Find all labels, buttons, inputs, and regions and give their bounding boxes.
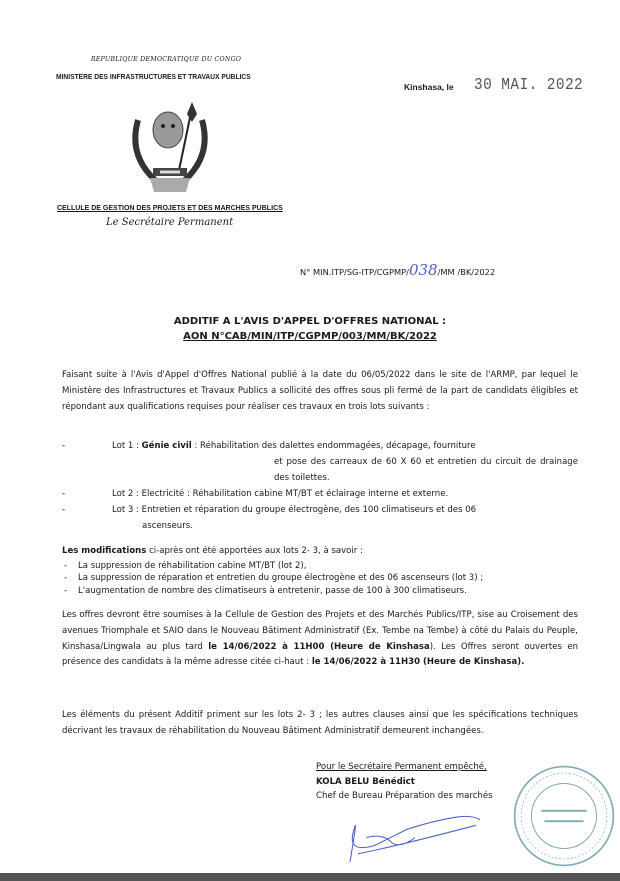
closing-paragraph: Les éléments du présent Additif priment sur les lots 2- 3 ; les autres clauses ainsi que les spécifications techniques décrivant les travaux de réhabilitation du Nouveau Bâtiment Administratif demeurent inchangées. [62, 710, 578, 736]
submission-paragraph: Les offres devront être soumises à la Cellule de Gestion des Projets et des Marchés Publics/ITP, sise au Croisement des avenues Triomphale et SAIO dans le Nouveau Bâtiment Administratif (Ex. Tembe na Tembe) à côté du Palais du Peuple, Kinshasa/Lingwala au plus tard le 14/06/2022 à 11H00 (Heure de Kinshasa). Les Offres seront ouvertes en présence des candidats à la même adresse citée ci-haut : le 14/06/2022 à 11H30 (Heure de Kinshasa). [62, 610, 578, 668]
cell-name: CELLULE DE GESTION DES PROJETS ET DES MARCHES PUBLICS [57, 203, 283, 212]
handwritten-signature [330, 805, 500, 870]
document-title: ADDITIF A L'AVIS D'APPEL D'OFFRES NATIONAL : [173, 316, 447, 327]
list-item: - Lot 3 : Entretien et réparation du groupe électrogène, des 100 climatiseurs et des 06 ascenseurs. [62, 505, 477, 531]
list-item: - La suppression de réhabilitation cabine MT/BT (lot 2), [64, 560, 307, 571]
reference-number [300, 261, 495, 279]
modifications-section: Les modifications ci-après ont été apportées aux lots 2- 3, à savoir : - La suppression de réhabilitation cabine MT/BT (lot 2), - La suppression de réparation et entretien du groupe électrogène et des 06 ascenseurs (lot 3) ; - L'augmentation de nombre des climatiseurs à entretenir, passe de 100 à 300 climatiseurs. [62, 545, 578, 597]
list-item: - Lot 1 : Génie civil : Réhabilitation des dalettes endommagées, décapage, fourniture et pose des carreaux de 60 X 60 et entretien du circuit de drainage des toilettes. [62, 441, 578, 483]
signatory-role: Chef de Bureau Préparation des marchés [316, 791, 493, 801]
date-stamp: 30 MAI. 2022 [474, 76, 584, 95]
list-item: - La suppression de réparation et entretien du groupe électrogène et des 06 ascenseurs (lot 3) ; [64, 573, 484, 583]
signatory-for: Pour le Secrétaire Permanent empêché, [316, 762, 487, 772]
list-item: - L'augmentation de nombre des climatiseurs à entretenir, passe de 100 à 300 climatiseurs. [64, 585, 467, 596]
office-title: Le Secrétaire Permanent [106, 217, 234, 228]
ministry-name: MINISTERE DES INFRASTRUCTURES ET TRAVAUX PUBLICS [56, 72, 251, 81]
coat-of-arms-emblem [120, 100, 220, 195]
ref-handwritten-number: 038 [408, 261, 438, 279]
ref-suffix: /MM /BK/2022 [437, 267, 496, 277]
lots-list [62, 438, 578, 534]
document-subtitle: AON N°CAB/MIN/ITP/CGPMP/003/MM/BK/2022 [183, 331, 437, 342]
viewer-bottom-bar [0, 873, 620, 881]
republic-name: REPUBLIQUE DEMOCRATIQUE DU CONGO [90, 56, 242, 63]
list-item: - Lot 2 : Electricité : Réhabilitation cabine MT/BT et éclairage interne et externe. [62, 489, 449, 499]
signatory-name: KOLA BELU Bénédict [316, 776, 415, 787]
official-stamp [512, 764, 616, 868]
intro-paragraph: Faisant suite à l'Avis d'Appel d'Offres National publié à la date du 06/05/2022 dans le site de l'ARMP, par lequel le Ministère des Infrastructures et Travaux Publics a sollicité des offres sous pli fermé de la part de candidats éligibles et répondant aux qualifications requises pour réaliser ces travaux en trois lots suivants : [62, 370, 578, 412]
ref-prefix: N° MIN.ITP/SG-ITP/CGPMP/ [300, 267, 409, 277]
place-label: Kinshasa, le [404, 82, 454, 92]
signature-block [316, 760, 493, 804]
